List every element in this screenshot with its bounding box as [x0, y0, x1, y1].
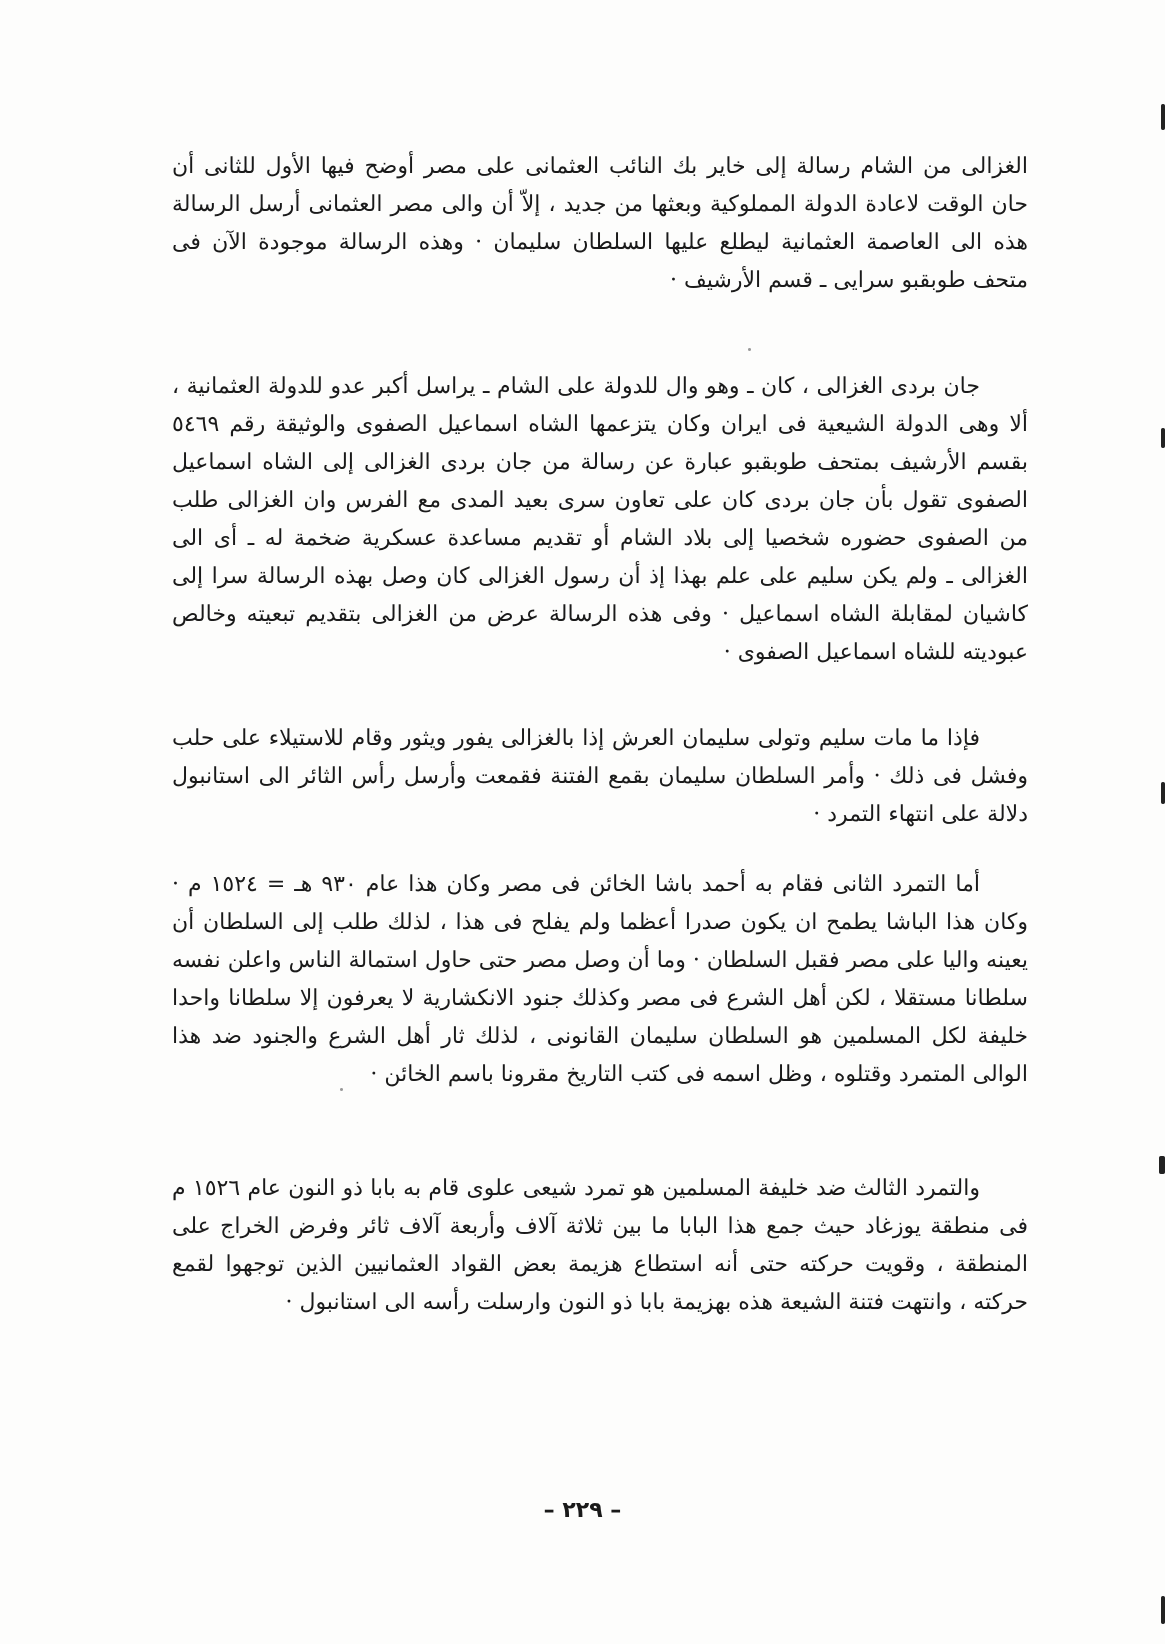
paragraph-5-text: والتمرد الثالث ضد خليفة المسلمين هو تمرد شيعى علوى قام به بابا ذو النون عام ١٥٢٦ م فى منطقة يوزغاد حيث جمع هذا البابا ما بين ثلاثة آلاف وأربعة آلاف ثائر وفرض الخراج على المنطقة ، وقويت حركته حتى أنه استطاع هزيمة بعض القواد العثمانيين الذين توجهوا لقمع حركته ، وانتهت فتنة الشيعة هذه بهزيمة بابا ذو النون وارسلت رأسه الى استانبول ·	[172, 1176, 1028, 1315]
paragraph-1-text: الغزالى من الشام رسالة إلى خاير بك النائب العثمانى على مصر أوضح فيها الأول للثانى أن حان الوقت لاعادة الدولة المملوكية وبعثها من جديد ، إلاّ أن والى مصر العثمانى أرسل الرسالة هذه الى العاصمة العثمانية ليطلع عليها السلطان سليمان · وهذه الرسالة موجودة الآن فى متحف طوبقبو سرايى ـ قسم الأرشيف ·	[172, 154, 1029, 293]
scan-edge-mark	[1159, 1156, 1165, 1174]
paragraph-3	[172, 720, 1028, 834]
scan-speck	[748, 348, 751, 351]
paragraph-2	[172, 368, 1028, 672]
paragraph-4	[172, 866, 1028, 1094]
page-number: – ٢٢٩ –	[543, 1498, 622, 1523]
scan-edge-mark	[1161, 104, 1165, 130]
paragraph-3-text: فإذا ما مات سليم وتولى سليمان العرش إذا بالغزالى يفور ويثور وقام للاستيلاء على حلب وفشل فى ذلك · وأمر السلطان سليمان بقمع الفتنة فقمعت وأرسل رأس الثائر الى استانبول دلالة على انتهاء التمرد ·	[172, 726, 1028, 827]
paragraph-2-text: جان بردى الغزالى ، كان ـ وهو وال للدولة على الشام ـ يراسل أكبر عدو للدولة العثمانية ، ألا وهى الدولة الشيعية فى ايران وكان يتزعمها الشاه اسماعيل الصفوى والوثيقة رقم ٥٤٦٩ بقسم الأرشيف بمتحف طوبقبو عبارة عن رسالة من جان بردى الغزالى إلى الشاه اسماعيل الصفوى تقول بأن جان بردى كان على تعاون سرى بعيد المدى مع الفرس وان الغزالى طلب من الصفوى حضوره شخصيا إلى بلاد الشام أو تقديم مساعدة عسكرية ضخمة له ـ أى الى الغزالى ـ ولم يكن سليم على علم بهذا إذ أن رسول الغزالى كان وصل بهذه الرسالة سرا إلى كاشيان لمقابلة الشاه اسماعيل · وفى هذه الرسالة عرض من الغزالى بتقديم تبعيته وخالص عبوديته للشاه اسماعيل الصفوى ·	[172, 374, 1028, 665]
paragraph-4-text: أما التمرد الثانى فقام به أحمد باشا الخائن فى مصر وكان هذا عام ٩٣٠ هـ = ١٥٢٤ م · وكان هذا الباشا يطمح ان يكون صدرا أعظما ولم يفلح فى هذا ، لذلك طلب إلى السلطان أن يعينه واليا على مصر فقبل السلطان · وما أن وصل مصر حتى حاول استمالة الناس واعلن نفسه سلطانا مستقلا ، لكن أهل الشرع فى مصر وكذلك جنود الانكشارية لا يعرفون إلا سلطانا واحدا خليفة لكل المسلمين هو السلطان سليمان القانونى ، لذلك ثار أهل الشرع والجنود ضد هذا الوالى المتمرد وقتلوه ، وظل اسمه فى كتب التاريخ مقرونا باسم الخائن ·	[172, 872, 1028, 1087]
scan-edge-mark	[1161, 1596, 1165, 1624]
scan-speck	[340, 1088, 343, 1091]
paragraph-1	[172, 148, 1028, 300]
paragraph-5	[172, 1170, 1028, 1322]
scan-edge-mark	[1161, 428, 1165, 448]
scan-edge-mark	[1161, 782, 1165, 804]
